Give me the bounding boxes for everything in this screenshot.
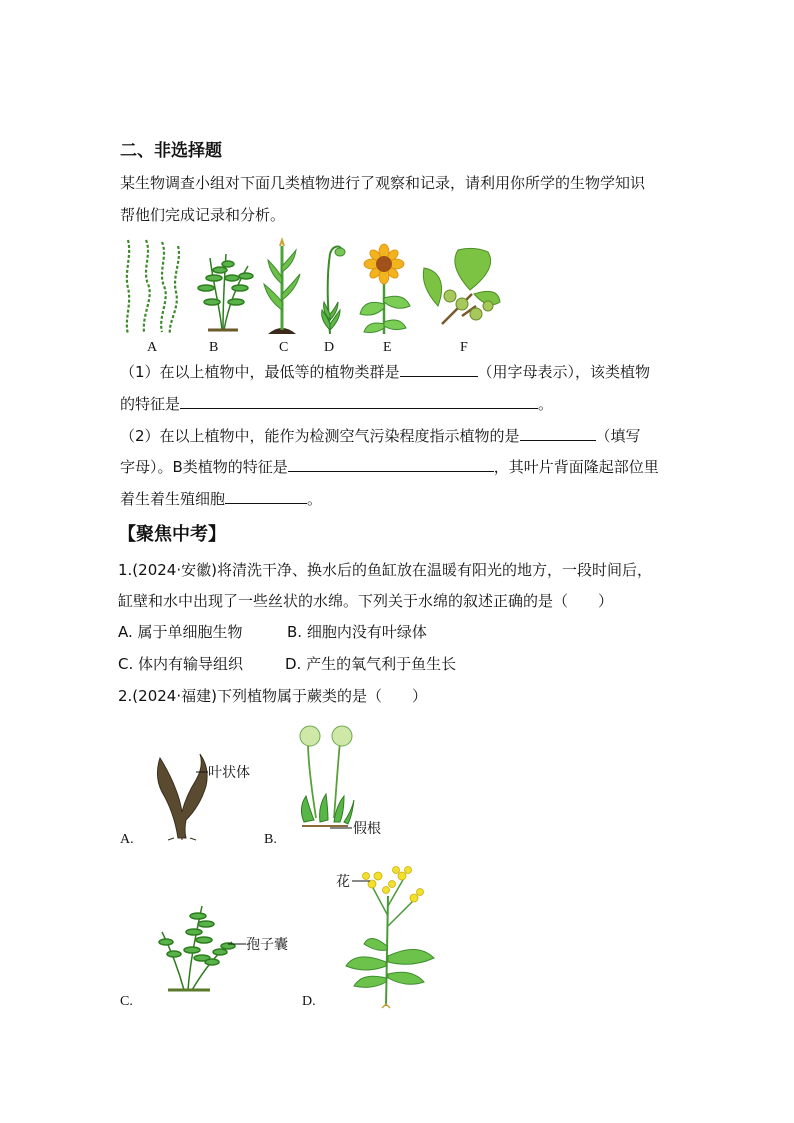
mcq2-option-d-annotation: 花: [336, 874, 350, 890]
plant-label-b: B: [209, 340, 219, 355]
mcq2-option-a-pointer-line: [196, 771, 208, 773]
mcq2-option-c-label[interactable]: C.: [120, 994, 133, 1009]
mcq2-option-a-label[interactable]: A.: [120, 832, 134, 847]
q2-blank-3[interactable]: [225, 488, 307, 504]
intro-line-2: 帮他们完成记录和分析。: [120, 206, 286, 224]
mcq2-option-b-pointer-line: [330, 827, 352, 829]
mcq1-option-b[interactable]: B. 细胞内没有叶绿体: [287, 623, 427, 641]
plant-c-corn-image: [262, 240, 302, 336]
q2-blank-2[interactable]: [288, 456, 494, 472]
plant-label-e: E: [383, 340, 392, 355]
mcq2-option-b-image: [294, 722, 356, 832]
mcq1-option-c[interactable]: C. 体内有输导组织: [118, 655, 244, 673]
mcq2-option-c-image: [154, 902, 244, 994]
q1-line-1: （1）在以上植物中，最低等的植物类群是 （用字母表示），该类植物: [120, 363, 651, 381]
mcq2-option-a-annotation: 叶状体: [208, 765, 250, 781]
plant-b-fern-image: [192, 248, 258, 336]
q1-line-2: 的特征是 。: [120, 395, 554, 413]
plant-a-spirogyra-image: [122, 236, 184, 336]
mcq2-option-b-annotation: 假根: [353, 821, 381, 837]
plant-e-sunflower-image: [356, 244, 414, 336]
focus-section-title: 【聚焦中考】: [118, 524, 226, 545]
mcq1-stem-line-1: 1.(2024·安徽)将清洗干净、换水后的鱼缸放在温暖有阳光的地方，一段时间后，: [118, 561, 652, 579]
section-title: 二、非选择题: [120, 141, 222, 161]
mcq2-option-c-pointer-line: [228, 943, 246, 945]
q2-line-1: （2）在以上植物中，能作为检测空气污染程度指示植物的是 （填写: [120, 427, 641, 445]
mcq2-option-b-label[interactable]: B.: [264, 832, 277, 847]
mcq2-stem: 2.(2024·福建)下列植物属于蕨类的是（ ）: [118, 687, 427, 705]
mcq2-option-a-image: [152, 752, 212, 840]
mcq1-stem-line-2: 缸壁和水中出现了一些丝状的水绵。下列关于水绵的叙述正确的是（ ）: [118, 592, 614, 610]
q2-line-2: 字母）。B类植物的特征是 ，其叶片背面隆起部位里: [120, 458, 659, 476]
q1-blank-2[interactable]: [180, 393, 538, 409]
mcq2-option-c-annotation: 孢子囊: [246, 937, 288, 953]
q2-blank-1[interactable]: [520, 425, 596, 441]
plant-label-a: A: [147, 340, 158, 355]
mcq2-option-d-pointer-line: [352, 880, 370, 882]
mcq1-option-d[interactable]: D. 产生的氧气利于鱼生长: [285, 655, 457, 673]
q2-line-3: 着生着生殖细胞 。: [120, 490, 323, 508]
intro-line-1: 某生物调查小组对下面几类植物进行了观察和记录，请利用你所学的生物学知识: [120, 174, 646, 192]
plant-label-c: C: [279, 340, 289, 355]
plant-f-ginkgo-image: [418, 246, 502, 334]
plant-d-moss-image: [316, 240, 348, 336]
plant-label-f: F: [460, 340, 468, 355]
mcq1-option-a[interactable]: A. 属于单细胞生物: [118, 623, 243, 641]
plant-label-d: D: [324, 340, 335, 355]
mcq2-option-d-label[interactable]: D.: [302, 994, 316, 1009]
mcq2-option-d-image: [342, 866, 438, 1008]
q1-blank-1[interactable]: [400, 361, 478, 377]
